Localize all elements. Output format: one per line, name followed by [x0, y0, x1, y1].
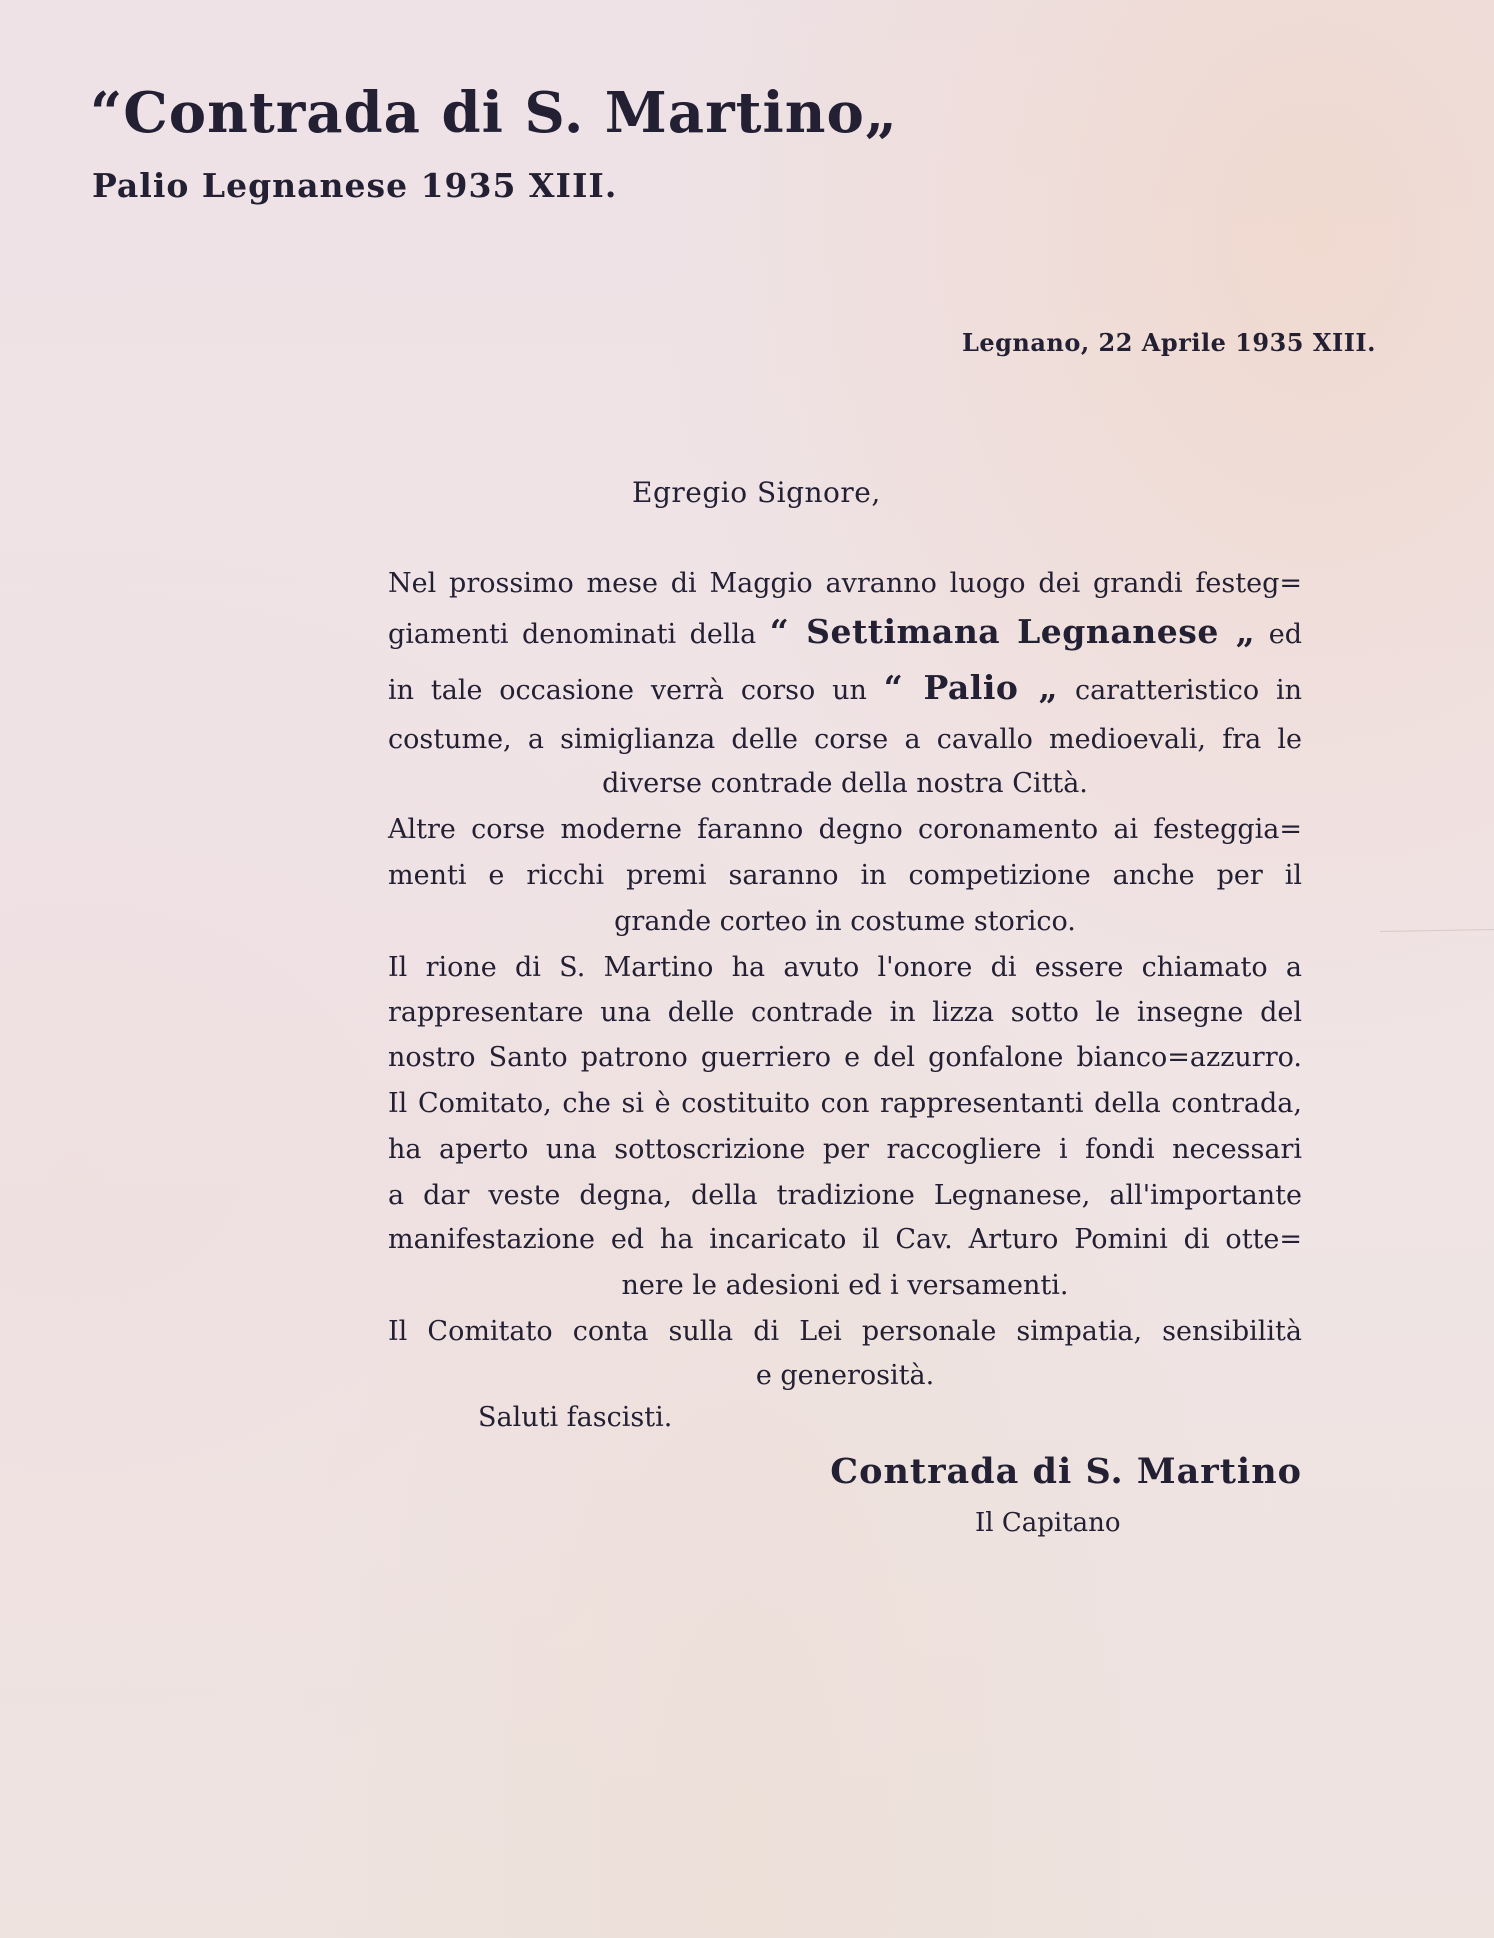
salutation: Egregio Signore,	[632, 476, 881, 509]
body-line: Il Comitato conta sulla di Lei personale simpatia, sensibilità	[388, 1316, 1302, 1347]
body-line: menti e ricchi premi saranno in competizione anche per il	[388, 860, 1302, 891]
body-line: manifestazione ed ha incaricato il Cav. Arturo Pomini di otte=	[388, 1224, 1302, 1255]
body-line	[388, 614, 1302, 650]
event-name-emphasis: “ Settimana Legnanese „	[769, 612, 1256, 651]
signature-role: Il Capitano	[975, 1508, 1121, 1538]
body-line: nostro Santo patrono guerriero e del gonfalone bianco=azzurro.	[388, 1042, 1302, 1073]
body-line: costume, a simiglianza delle corse a cavallo medioevali, fra le	[388, 724, 1302, 755]
paper-fold-line	[1380, 929, 1494, 932]
body-line: diverse contrade della nostra Città.	[602, 768, 1088, 799]
letter-date: Legnano, 22 Aprile 1935 XIII.	[961, 328, 1376, 357]
body-line: Il Comitato, che si è costituito con rappresentanti della contrada,	[388, 1088, 1302, 1119]
letterhead-title: “Contrada di S. Martino„	[90, 80, 898, 146]
closing-greeting: Saluti fascisti.	[478, 1402, 673, 1433]
body-line-text: giamenti denominati della	[388, 619, 770, 650]
letterhead-subtitle: Palio Legnanese 1935 XIII.	[92, 166, 618, 205]
body-line: Altre corse moderne faranno degno coronamento ai festeggia=	[388, 814, 1302, 845]
body-line: Nel prossimo mese di Maggio avranno luogo dei grandi festeg=	[388, 568, 1302, 599]
body-line: ha aperto una sottoscrizione per raccogliere i fondi necessari	[388, 1134, 1302, 1165]
body-line	[388, 670, 1302, 706]
body-line-text: ed	[1255, 619, 1302, 650]
body-line-text: in tale occasione verrà corso un	[388, 675, 884, 706]
body-line: nere le adesioni ed i versamenti.	[621, 1270, 1069, 1301]
body-line: rappresentare una delle contrade in lizza sotto le insegne del	[388, 997, 1302, 1028]
body-line: e generosità.	[755, 1360, 935, 1391]
body-line-text: caratteristico in	[1058, 675, 1302, 706]
signature-organization: Contrada di S. Martino	[830, 1451, 1302, 1492]
body-line: Il rione di S. Martino ha avuto l'onore di essere chiamato a	[388, 952, 1302, 983]
palio-emphasis: “ Palio „	[883, 668, 1059, 707]
body-line: a dar veste degna, della tradizione Legnanese, all'importante	[388, 1180, 1302, 1211]
body-line: grande corteo in costume storico.	[614, 906, 1076, 937]
